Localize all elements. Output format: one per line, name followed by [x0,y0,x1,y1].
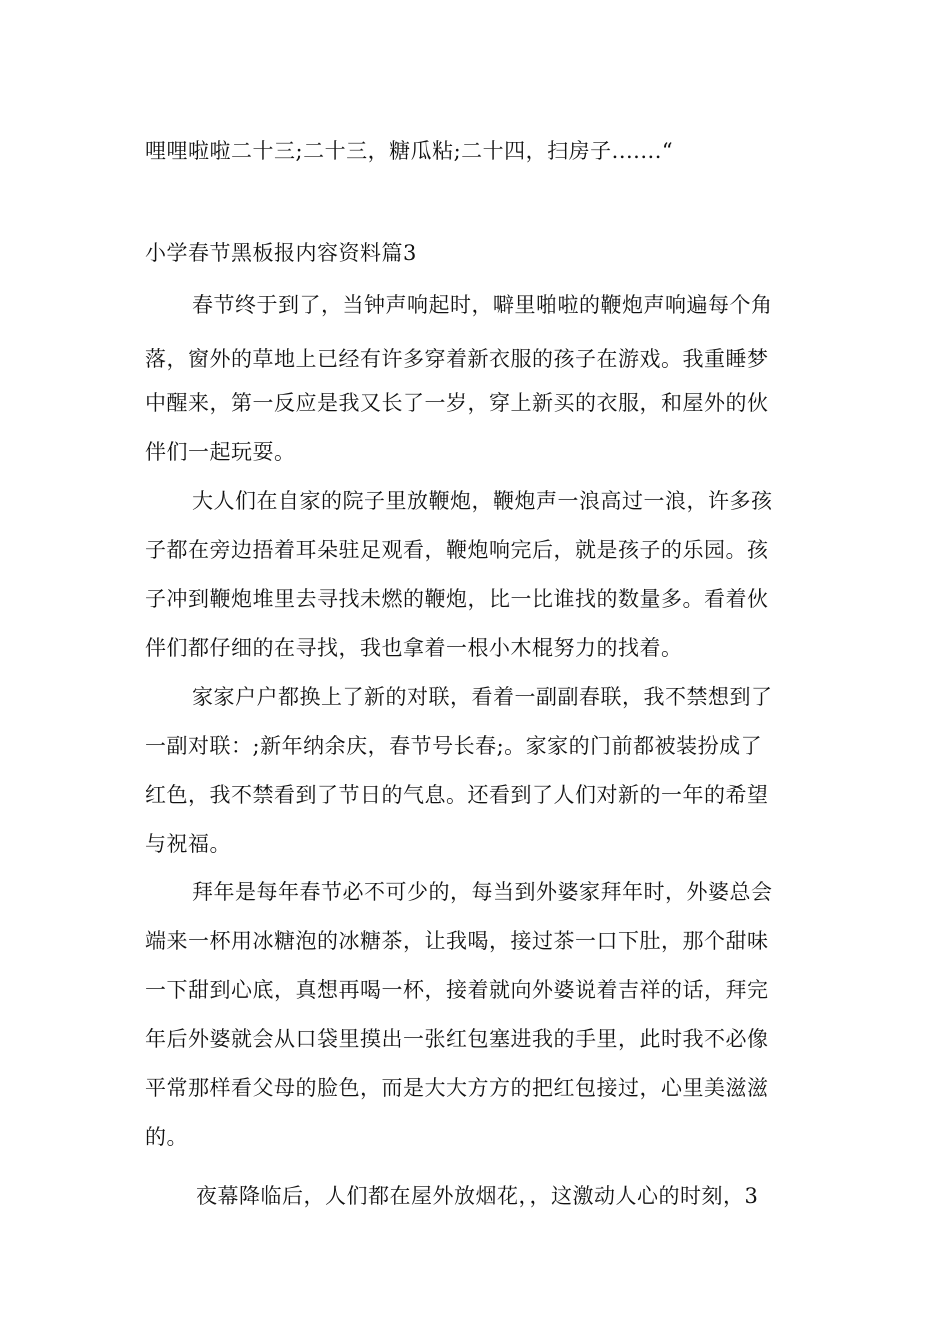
intro-line: 哩哩啦啦二十三;二十三，糖瓜粘;二十四，扫房子.......“ [145,139,674,163]
paragraph-2-line-1: 大人们在自家的院子里放鞭炮，鞭炮声一浪高过一浪，许多孩 [192,489,773,513]
paragraph-4-line-1: 拜年是每年春节必不可少的，每当到外婆家拜年时，外婆总会 [192,880,773,904]
paragraph-3-line-2: 一副对联：;新年纳余庆，春节号长春;。家家的门前都被装扮成了 [145,734,763,758]
paragraph-1-line-3: 中醒来，第一反应是我又长了一岁，穿上新买的衣服，和屋外的伙 [145,391,769,415]
section-title: 小学春节黑板报内容资料篇3 [145,241,417,265]
paragraph-4-line-6: 的。 [145,1125,188,1149]
paragraph-2-line-3: 子冲到鞭炮堆里去寻找未燃的鞭炮，比一比谁找的数量多。看着伙 [145,587,769,611]
paragraph-4-line-2: 端来一杯用冰糖泡的冰糖茶，让我喝，接过茶一口下肚，那个甜味 [145,929,769,953]
paragraph-2-line-2: 子都在旁边捂着耳朵驻足观看，鞭炮响完后，就是孩子的乐园。孩 [145,538,769,562]
paragraph-4-line-4: 年后外婆就会从口袋里摸出一张红包塞进我的手里，此时我不必像 [145,1027,769,1051]
paragraph-5-line-1: 夜幕降临后，人们都在屋外放烟花，，这激动人心的时刻，3 [196,1184,759,1208]
paragraph-3-line-1: 家家户户都换上了新的对联，看着一副副春联，我不禁想到了 [192,685,773,709]
paragraph-1-line-2: 落，窗外的草地上已经有许多穿着新衣服的孩子在游戏。我重睡梦 [145,347,769,371]
paragraph-3-line-3: 红色，我不禁看到了节日的气息。还看到了人们对新的一年的希望 [145,783,769,807]
paragraph-1-line-1: 春节终于到了，当钟声响起时，噼里啪啦的鞭炮声响遍每个角 [192,293,773,317]
paragraph-4-line-3: 一下甜到心底，真想再喝一杯，接着就向外婆说着吉祥的话，拜完 [145,978,769,1002]
paragraph-1-line-4: 伴们一起玩耍。 [145,440,296,464]
paragraph-2-line-4: 伴们都仔细的在寻找，我也拿着一根小木棍努力的找着。 [145,636,683,660]
paragraph-4-line-5: 平常那样看父母的脸色，而是大大方方的把红包接过，心里美滋滋 [145,1076,769,1100]
paragraph-3-line-4: 与祝福。 [145,832,231,856]
